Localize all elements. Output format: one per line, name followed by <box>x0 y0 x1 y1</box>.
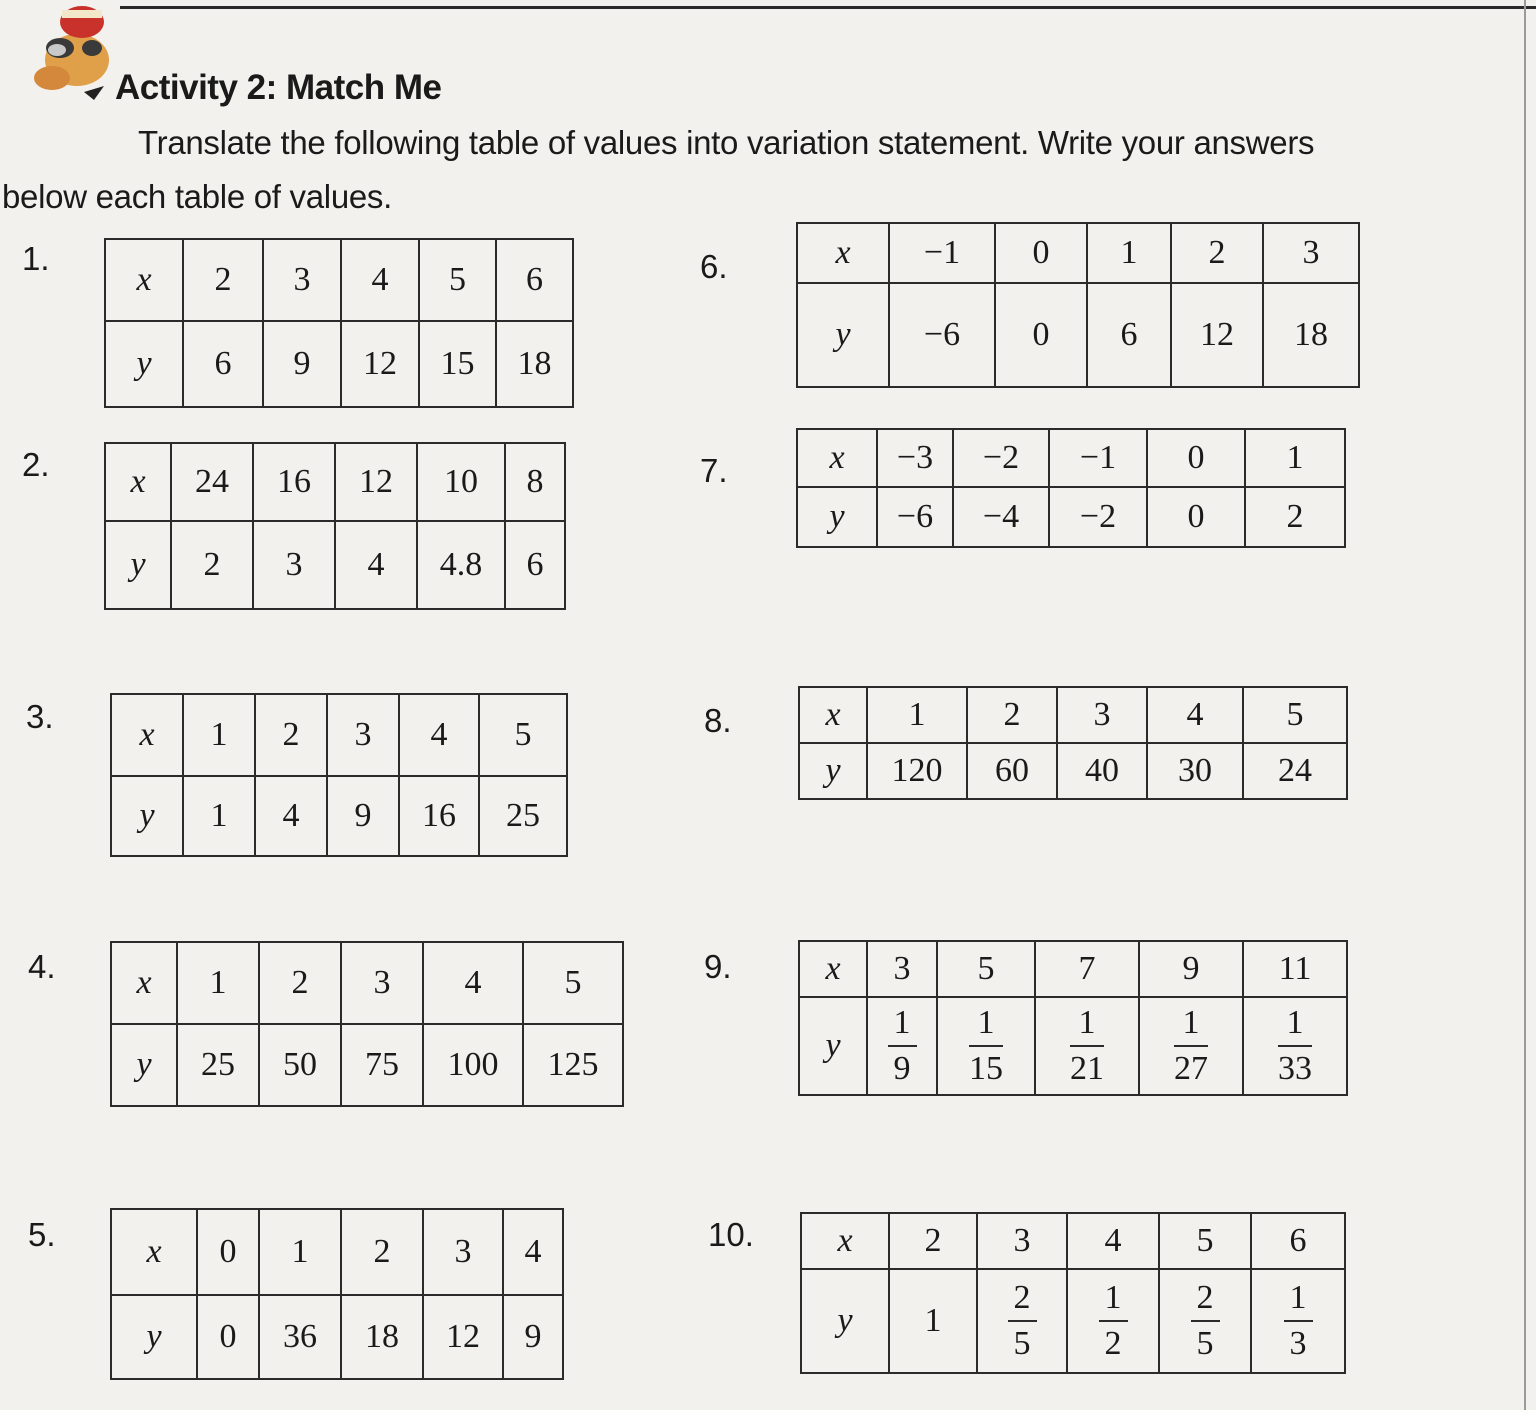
table-of-values <box>796 428 1346 548</box>
x-value-cell: 4 <box>1147 687 1243 743</box>
x-value-cell: 5 <box>1159 1213 1251 1269</box>
x-value-cell: 1 <box>1245 429 1345 487</box>
x-row <box>797 429 1345 487</box>
fraction-numerator: 2 <box>1191 1281 1220 1322</box>
y-value-cell: 75 <box>341 1024 423 1106</box>
y-value-cell: 6 <box>183 321 263 407</box>
table-of-values <box>798 940 1348 1096</box>
y-value-cell: 1 <box>183 776 255 856</box>
x-value-cell: 16 <box>253 443 335 521</box>
fraction-numerator: 1 <box>1174 1006 1208 1047</box>
x-label-cell: x <box>799 941 867 997</box>
x-value-cell: 2 <box>1171 223 1263 283</box>
x-value-cell: 3 <box>327 694 399 776</box>
fraction <box>1008 1281 1037 1361</box>
y-value-cell <box>1035 997 1139 1095</box>
x-value-cell: 1 <box>259 1209 341 1295</box>
x-label-cell: x <box>797 223 889 283</box>
table-of-values <box>110 693 568 857</box>
x-value-cell: 0 <box>197 1209 259 1295</box>
y-value-cell <box>1067 1269 1159 1373</box>
instruction-line-1: Translate the following table of values into variation statement. Write your answers <box>138 124 1315 161</box>
y-row <box>797 283 1359 387</box>
y-value-cell: 0 <box>197 1295 259 1379</box>
y-value-cell <box>1139 997 1243 1095</box>
y-value-cell: 18 <box>1263 283 1359 387</box>
x-value-cell: 24 <box>171 443 253 521</box>
y-value-cell: 18 <box>496 321 573 407</box>
y-value-cell: 9 <box>263 321 341 407</box>
x-value-cell: −3 <box>877 429 953 487</box>
x-value-cell: 10 <box>417 443 505 521</box>
x-value-cell: 3 <box>1263 223 1359 283</box>
fraction-denominator: 5 <box>1196 1325 1214 1362</box>
x-value-cell: 11 <box>1243 941 1347 997</box>
x-label-cell: x <box>797 429 877 487</box>
table-of-values <box>104 238 574 408</box>
table-of-values <box>798 686 1348 800</box>
problem-number: 9. <box>704 948 732 985</box>
y-row <box>111 776 567 856</box>
y-value-cell <box>937 997 1035 1095</box>
fraction-denominator: 15 <box>969 1050 1003 1087</box>
y-value-cell: 0 <box>1147 487 1245 547</box>
y-value-cell: 12 <box>341 321 419 407</box>
y-row <box>111 1024 623 1106</box>
fraction-denominator: 9 <box>893 1050 911 1087</box>
problem-number: 4. <box>28 948 56 985</box>
fraction <box>1070 1006 1104 1086</box>
x-value-cell: 2 <box>967 687 1057 743</box>
y-label-cell: y <box>105 321 183 407</box>
x-value-cell: 4 <box>1067 1213 1159 1269</box>
x-value-cell: 2 <box>259 942 341 1024</box>
fraction-denominator: 5 <box>1013 1325 1031 1362</box>
x-row <box>111 942 623 1024</box>
x-value-cell: 1 <box>1087 223 1171 283</box>
problem-number: 5. <box>28 1216 56 1253</box>
y-label-cell: y <box>105 521 171 609</box>
x-value-cell: 2 <box>341 1209 423 1295</box>
y-row <box>799 743 1347 799</box>
x-row <box>799 687 1347 743</box>
y-row <box>799 997 1347 1095</box>
y-value-cell: 12 <box>1171 283 1263 387</box>
x-value-cell: 3 <box>423 1209 503 1295</box>
x-row <box>799 941 1347 997</box>
table-of-values <box>796 222 1360 388</box>
fraction-numerator: 1 <box>1284 1281 1313 1322</box>
y-row <box>797 487 1345 547</box>
x-value-cell: 1 <box>183 694 255 776</box>
x-value-cell: 3 <box>341 942 423 1024</box>
x-label-cell: x <box>111 942 177 1024</box>
problem-number: 1. <box>22 240 50 277</box>
x-value-cell: 5 <box>1243 687 1347 743</box>
y-value-cell: 16 <box>399 776 479 856</box>
y-value-cell: 60 <box>967 743 1057 799</box>
x-row <box>105 239 573 321</box>
x-value-cell: 1 <box>177 942 259 1024</box>
x-value-cell: 5 <box>479 694 567 776</box>
page-right-edge <box>1524 0 1526 1410</box>
y-value-cell: 4.8 <box>417 521 505 609</box>
fraction <box>888 1006 917 1086</box>
fraction <box>1174 1006 1208 1086</box>
x-value-cell: 0 <box>1147 429 1245 487</box>
fraction-numerator: 1 <box>969 1006 1003 1047</box>
x-row <box>801 1213 1345 1269</box>
fraction <box>1278 1006 1312 1086</box>
x-label-cell: x <box>801 1213 889 1269</box>
x-value-cell: 2 <box>255 694 327 776</box>
y-value-cell: 9 <box>503 1295 563 1379</box>
fraction-denominator: 27 <box>1174 1050 1208 1087</box>
y-value-cell: 12 <box>423 1295 503 1379</box>
y-value-cell: −4 <box>953 487 1049 547</box>
fraction-denominator: 3 <box>1289 1325 1307 1362</box>
table-of-values <box>110 1208 564 1380</box>
y-label-cell: y <box>111 1295 197 1379</box>
y-value-cell: 100 <box>423 1024 523 1106</box>
y-value-cell: 3 <box>253 521 335 609</box>
x-value-cell: 6 <box>1251 1213 1345 1269</box>
x-row <box>105 443 565 521</box>
x-value-cell: 4 <box>503 1209 563 1295</box>
y-value-cell: −6 <box>877 487 953 547</box>
activity-title: Activity 2: Match Me <box>115 68 442 107</box>
problem-number: 2. <box>22 446 50 483</box>
x-value-cell: −1 <box>889 223 995 283</box>
x-value-cell: −2 <box>953 429 1049 487</box>
problem-number: 10. <box>708 1216 754 1253</box>
problem-number: 7. <box>700 452 728 489</box>
x-row <box>111 1209 563 1295</box>
fraction <box>1191 1281 1220 1361</box>
y-value-cell: 4 <box>335 521 417 609</box>
y-row <box>105 521 565 609</box>
fraction-denominator: 21 <box>1070 1050 1104 1087</box>
fraction-numerator: 1 <box>1070 1006 1104 1047</box>
x-label-cell: x <box>105 443 171 521</box>
x-row <box>797 223 1359 283</box>
y-value-cell: 40 <box>1057 743 1147 799</box>
fraction-numerator: 2 <box>1008 1281 1037 1322</box>
y-value-cell: 30 <box>1147 743 1243 799</box>
x-value-cell: 2 <box>183 239 263 321</box>
y-label-cell: y <box>799 743 867 799</box>
x-value-cell: 5 <box>937 941 1035 997</box>
y-value-cell: 4 <box>255 776 327 856</box>
x-value-cell: 0 <box>995 223 1087 283</box>
fraction <box>1284 1281 1313 1361</box>
x-value-cell: 7 <box>1035 941 1139 997</box>
x-value-cell: 6 <box>496 239 573 321</box>
y-label-cell: y <box>111 1024 177 1106</box>
x-value-cell: 5 <box>523 942 623 1024</box>
x-value-cell: 4 <box>423 942 523 1024</box>
page-top-border <box>120 6 1536 9</box>
problem-number: 3. <box>26 698 54 735</box>
y-row <box>111 1295 563 1379</box>
y-value-cell <box>1251 1269 1345 1373</box>
y-value-cell: 0 <box>995 283 1087 387</box>
x-label-cell: x <box>111 694 183 776</box>
y-value-cell: 6 <box>505 521 565 609</box>
x-value-cell: 12 <box>335 443 417 521</box>
y-value-cell: 15 <box>419 321 496 407</box>
y-value-cell: 25 <box>177 1024 259 1106</box>
x-value-cell: 8 <box>505 443 565 521</box>
table-of-values <box>800 1212 1346 1374</box>
y-value-cell: 24 <box>1243 743 1347 799</box>
instruction-line-2: below each table of values. <box>2 178 392 215</box>
y-value-cell <box>1159 1269 1251 1373</box>
problem-number: 8. <box>704 702 732 739</box>
y-value-cell: −6 <box>889 283 995 387</box>
y-value-cell <box>1243 997 1347 1095</box>
x-value-cell: 3 <box>867 941 937 997</box>
y-value-cell: 25 <box>479 776 567 856</box>
y-value-cell: 2 <box>171 521 253 609</box>
y-value-cell: 9 <box>327 776 399 856</box>
y-value-cell: 18 <box>341 1295 423 1379</box>
pencil-mascot-icon <box>22 0 122 100</box>
x-value-cell: 3 <box>977 1213 1067 1269</box>
table-of-values <box>110 941 624 1107</box>
y-value-cell: −2 <box>1049 487 1147 547</box>
x-label-cell: x <box>105 239 183 321</box>
y-label-cell: y <box>801 1269 889 1373</box>
x-value-cell: 1 <box>867 687 967 743</box>
x-label-cell: x <box>799 687 867 743</box>
y-value-cell: 120 <box>867 743 967 799</box>
x-value-cell: 4 <box>341 239 419 321</box>
table-of-values <box>104 442 566 610</box>
x-value-cell: 4 <box>399 694 479 776</box>
y-label-cell: y <box>797 487 877 547</box>
fraction <box>969 1006 1003 1086</box>
y-value-cell: 1 <box>889 1269 977 1373</box>
x-value-cell: 3 <box>1057 687 1147 743</box>
x-value-cell: 5 <box>419 239 496 321</box>
x-row <box>111 694 567 776</box>
fraction <box>1099 1281 1128 1361</box>
y-row <box>801 1269 1345 1373</box>
x-value-cell: −1 <box>1049 429 1147 487</box>
y-value-cell: 36 <box>259 1295 341 1379</box>
y-value-cell: 50 <box>259 1024 341 1106</box>
x-value-cell: 2 <box>889 1213 977 1269</box>
y-label-cell: y <box>799 997 867 1095</box>
y-value-cell: 125 <box>523 1024 623 1106</box>
fraction-numerator: 1 <box>888 1006 917 1047</box>
y-row <box>105 321 573 407</box>
fraction-denominator: 2 <box>1104 1325 1122 1362</box>
x-value-cell: 3 <box>263 239 341 321</box>
x-value-cell: 9 <box>1139 941 1243 997</box>
problem-number: 6. <box>700 248 728 285</box>
y-label-cell: y <box>797 283 889 387</box>
y-value-cell <box>977 1269 1067 1373</box>
y-value-cell: 2 <box>1245 487 1345 547</box>
y-value-cell <box>867 997 937 1095</box>
y-label-cell: y <box>111 776 183 856</box>
fraction-denominator: 33 <box>1278 1050 1312 1087</box>
fraction-numerator: 1 <box>1278 1006 1312 1047</box>
y-value-cell: 6 <box>1087 283 1171 387</box>
fraction-numerator: 1 <box>1099 1281 1128 1322</box>
x-label-cell: x <box>111 1209 197 1295</box>
